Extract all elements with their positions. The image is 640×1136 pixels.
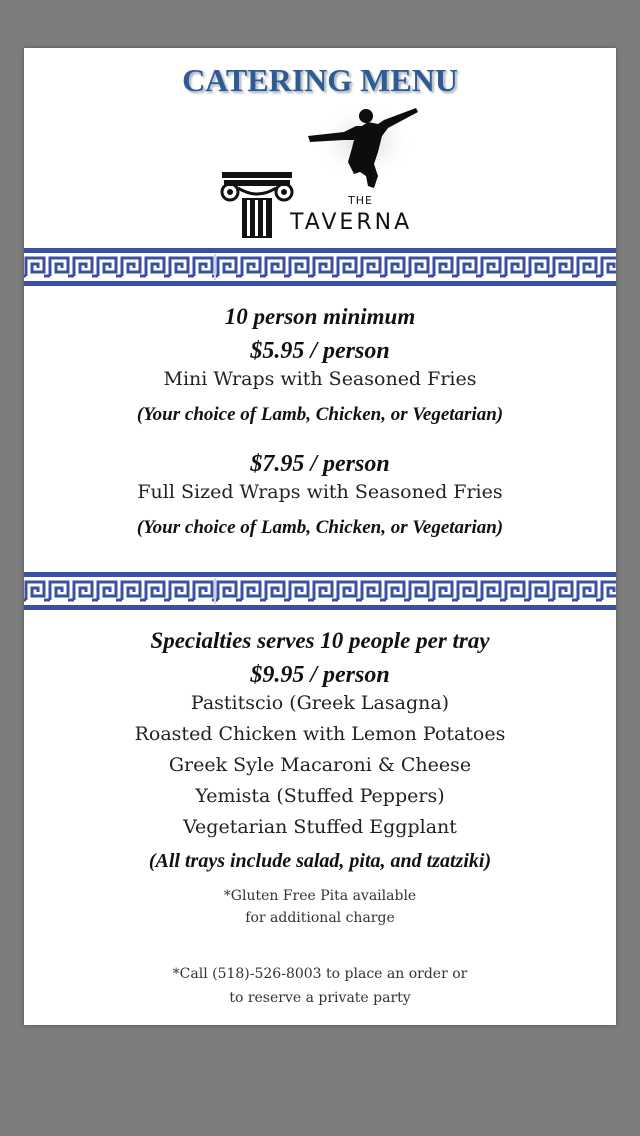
specialties-section [24,620,616,880]
gluten-free-note-line2: for additional charge [245,910,395,926]
wraps-section [24,296,616,556]
dancer-logo-icon [304,102,444,194]
specialty-item-3: Greek Syle Macaroni & Cheese [168,754,472,776]
trays-include-note: (All trays include salad, pita, and tzatziki) [148,850,492,872]
greek-key-border-top [24,248,616,286]
specialty-item-2: Roasted Chicken with Lemon Potatoes [134,723,506,745]
wrap-mini-price: $5.95 / person [250,338,390,364]
greek-key-border-middle [24,572,616,610]
wrap-mini-choice: (Your choice of Lamb, Chicken, or Vegetarian) [136,404,504,425]
logo-the-text: THE [348,194,373,207]
specialty-item-5: Vegetarian Stuffed Eggplant [183,816,457,838]
logo-name-text: TAVERNA [290,210,413,235]
page-title: CATERING MENU [182,62,458,98]
wrap-full-price: $7.95 / person [250,451,390,477]
specialty-item-1: Pastitscio (Greek Lasagna) [190,692,450,714]
specialties-price: $9.95 / person [250,662,390,688]
wrap-full-choice: (Your choice of Lamb, Chicken, or Vegetarian) [136,517,504,538]
minimum-heading: 10 person minimum [224,304,416,329]
wrap-full-item: Full Sized Wraps with Seasoned Fries [137,481,503,503]
call-note-line2: to reserve a private party [229,990,411,1006]
menu-page [24,48,616,1025]
wrap-mini-item: Mini Wraps with Seasoned Fries [163,368,477,390]
specialties-heading: Specialties serves 10 people per tray [150,628,490,653]
column-logo-icon [220,170,294,240]
gluten-free-note-line1: *Gluten Free Pita available [223,888,417,904]
specialty-item-4: Yemista (Stuffed Peppers) [195,785,445,807]
call-note-line1: *Call (518)-526-8003 to place an order or [172,966,468,982]
